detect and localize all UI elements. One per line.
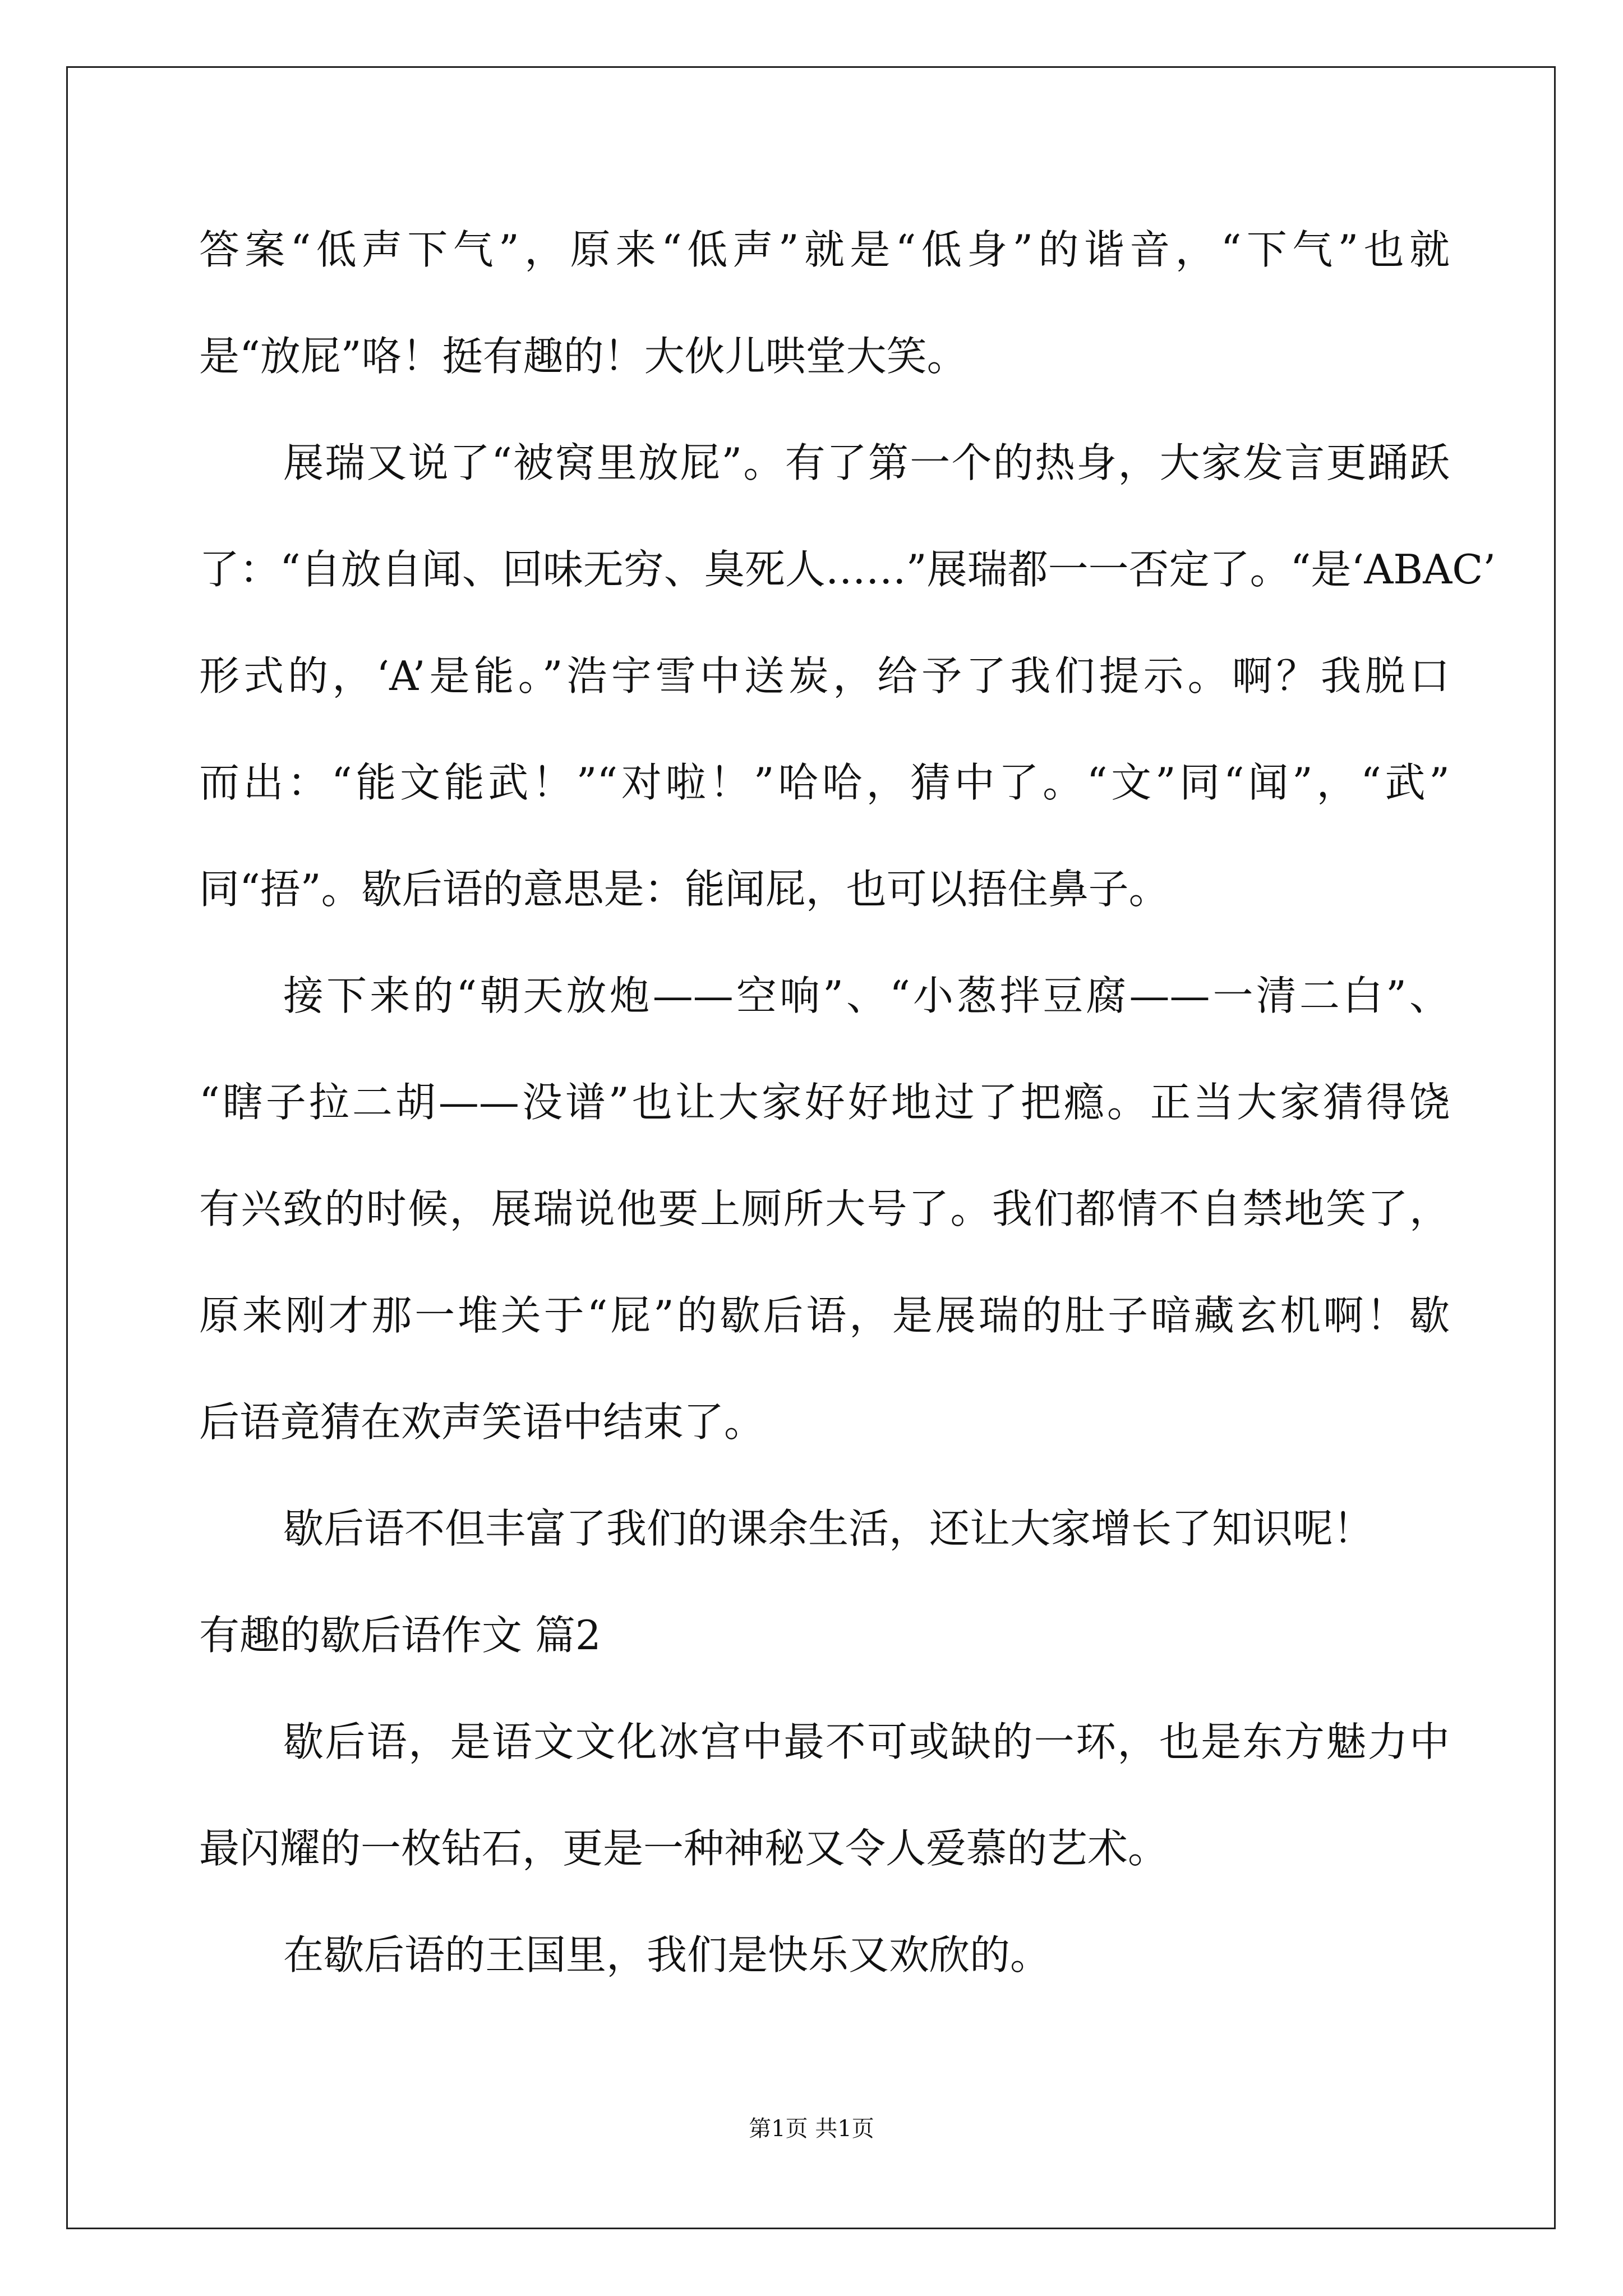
text-line: 最闪耀的一枚钻石，更是一种神秘又令人爱慕的艺术。 [199, 1825, 1169, 1872]
section-heading: 有趣的歇后语作文 篇2 [199, 1612, 601, 1659]
text-line: 原来刚才那一堆关于“屁”的歇后语，是展瑞的肚子暗藏玄机啊！歇 [199, 1292, 1450, 1339]
text-line: 同“捂”。歇后语的意思是：能闻屁，也可以捂住鼻子。 [199, 866, 1169, 913]
text-line: “瞎子拉二胡——没谱”也让大家好好地过了把瘾。正当大家猜得饶 [199, 1079, 1450, 1126]
text-line: 有兴致的时候，展瑞说他要上厕所大号了。我们都情不自禁地笑了， [199, 1185, 1450, 1232]
text-line: 后语竟猜在欢声笑语中结束了。 [199, 1398, 765, 1446]
text-line: 了：“自放自闻、回味无穷、臭死人……”展瑞都一一否定了。“是‘ABAC’ [199, 546, 1496, 593]
paragraph-start-line: 歇后语不但丰富了我们的课余生活，还让大家增长了知识呢！ [283, 1505, 1374, 1552]
text-line: 形式的，‘A’是能。”浩宇雪中送炭，给予了我们提示。啊？我脱口 [199, 652, 1450, 700]
page-number-footer: 第1页 共1页 [749, 2116, 874, 2142]
paragraph-start-line: 歇后语，是语文文化冰宫中最不可或缺的一环，也是东方魅力中 [283, 1718, 1450, 1765]
text-line: 是“放屁”咯！挺有趣的！大伙儿哄堂大笑。 [199, 333, 967, 380]
paragraph-start-line: 接下来的“朝天放炮——空响”、“小葱拌豆腐——一清二白”、 [283, 972, 1450, 1019]
document-body [199, 213, 1496, 2025]
paragraph-start-line: 展瑞又说了“被窝里放屁”。有了第一个的热身，大家发言更踊跃 [283, 439, 1450, 486]
paragraph-start-line: 在歇后语的王国里，我们是快乐又欢欣的。 [283, 1931, 1051, 1978]
text-line: 答案“低声下气”，原来“低声”就是“低身”的谐音，“下气”也就 [199, 226, 1450, 273]
text-line: 而出：“能文能武！”“对啦！”哈哈，猜中了。“文”同“闻”，“武” [199, 759, 1450, 806]
